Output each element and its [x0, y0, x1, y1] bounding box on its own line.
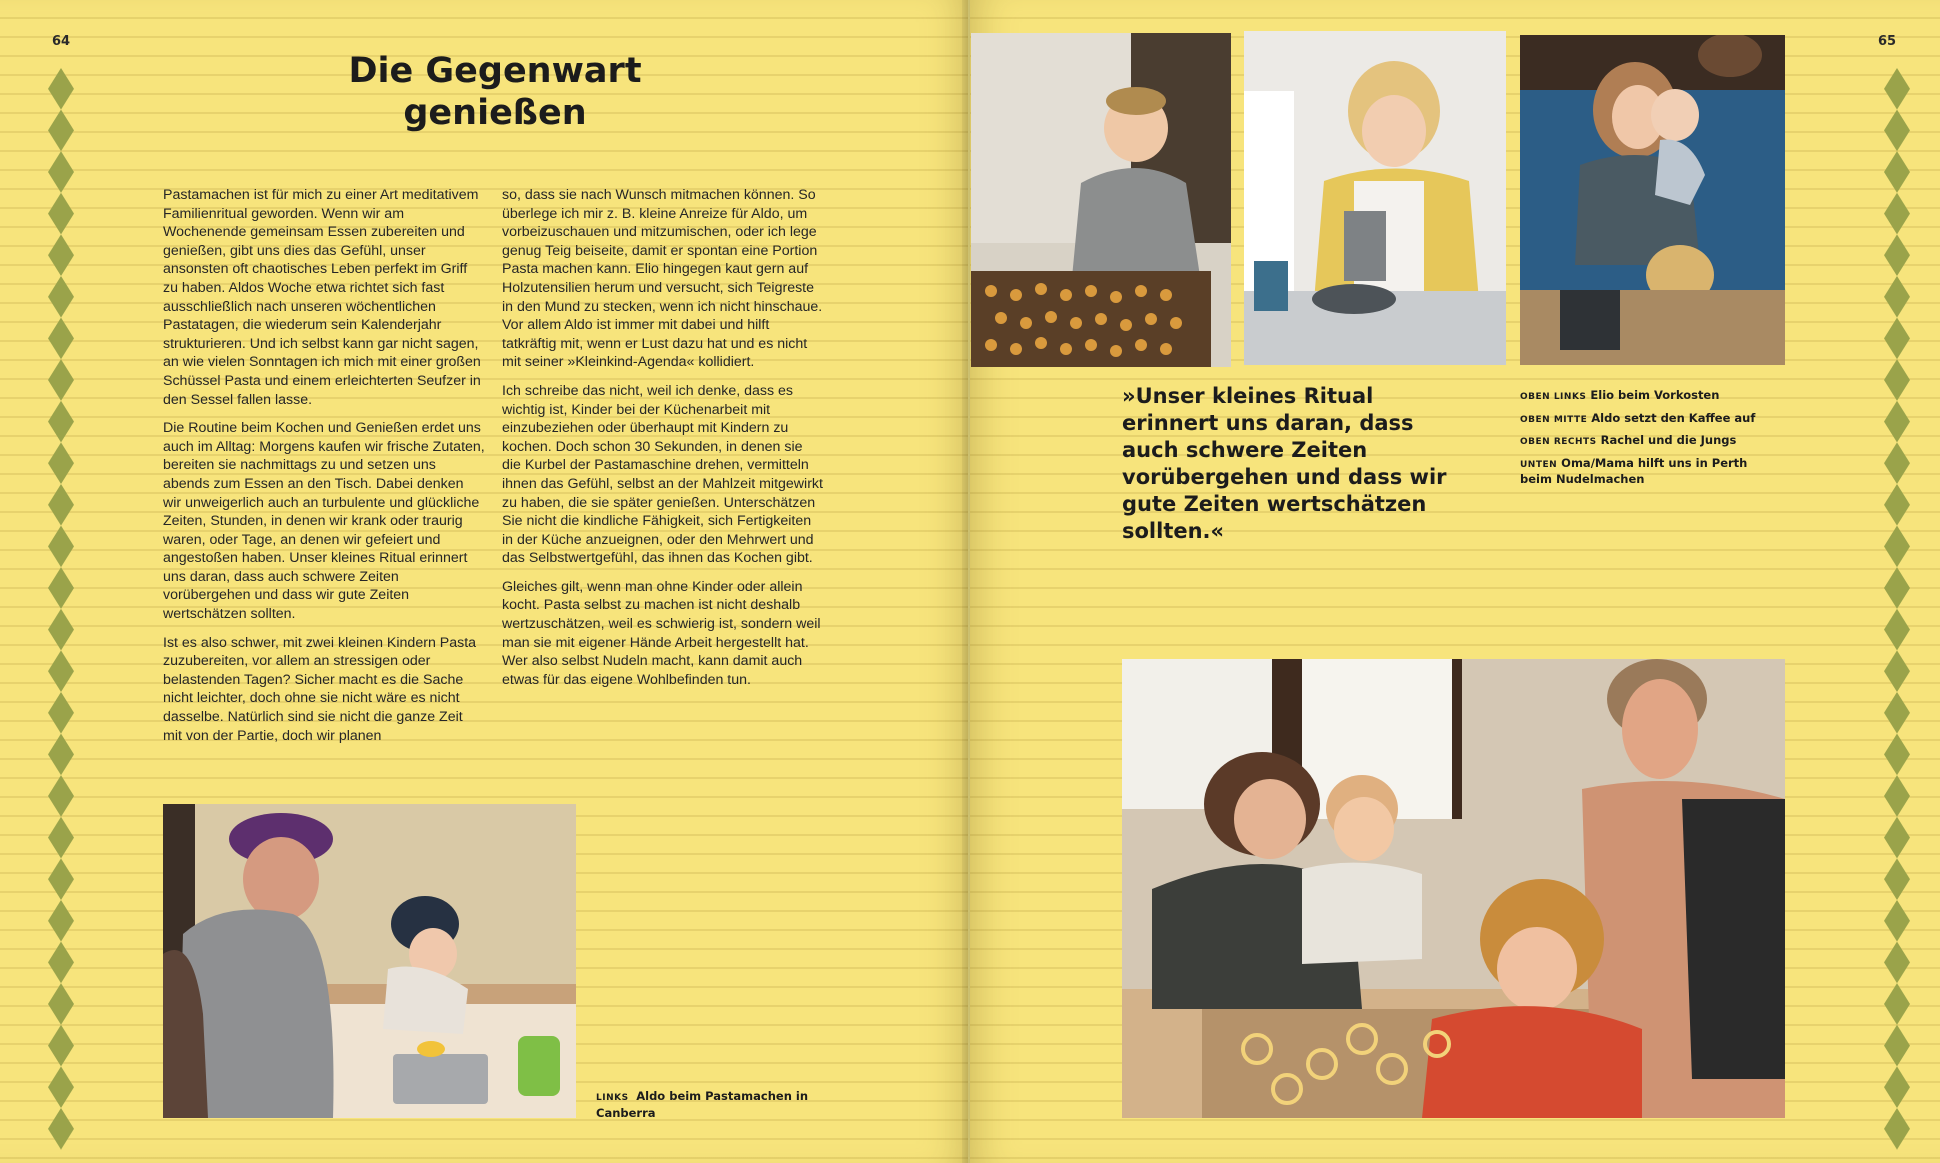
text-column-1 [163, 186, 485, 755]
paragraph: Ich schreibe das nicht, weil ich denke, dass es wichtig ist, Kinder bei der Küchenarbeit mit einzubeziehen oder überhaupt mit Kindern zu kochen. Doch schon 30 Sekunden, in denen sie die Kurbel der Pastamaschine drehen, vermitteln ihnen das Gefühl, selbst an der Mahlzeit mitgewirkt zu haben, die sie später genießen. Unterschätzen Sie nicht die kindliche Fähigkeit, sich Fertigkeiten in der Küche anzueignen, oder den Mehrwert und das Selbstwertgefühl, das ihnen das Kochen gibt. [502, 382, 823, 567]
page-number-left: 64 [52, 34, 71, 49]
photo-rachel-boys [1520, 35, 1785, 365]
left-diamond-border [46, 68, 76, 1150]
photo-aldo-coffee [1244, 31, 1506, 365]
paragraph: Gleiches gilt, wenn man ohne Kinder oder allein kocht. Pasta selbst zu machen ist nicht deshalb wertzuschätzen, weil es schwierig ist, sondern weil man sie mit eigener Hände Arbeit hergestellt hat. Wer also selbst Nudeln macht, kann damit auch etwas für das eigene Wohlbefinden tun. [502, 578, 821, 688]
paragraph: so, dass sie nach Wunsch mitmachen können. So überlege ich mir z. B. kleine Anreize für Aldo, um vorbeizuschauen und mitzumischen, oder ich lege genug Teig beiseite, damit er spontan eine Portion Pasta machen kann. Elio hingegen kaut gern auf Holzutensilien herum und versucht, sich Teigreste in den Mund zu stecken, wenn ich nicht hinschaue. Vor allem Aldo ist immer mit dabei und hilft tatkräftig mit, wenn er Lust dazu hat und es nicht mit seiner »Kleinkind-Agenda« kollidiert. [502, 187, 823, 371]
caption-top-right [1520, 433, 1770, 449]
caption-text: Oma/Mama hilft uns in Perth beim Nudelmachen [1520, 455, 1748, 486]
caption-top-middle [1520, 411, 1770, 427]
photo-captions [1520, 388, 1770, 492]
caption-top-left [1520, 388, 1770, 404]
photo-family-pasta [1122, 659, 1785, 1118]
caption-text: Elio beim Vorkosten [1590, 388, 1720, 402]
photo-aldo-pasta [163, 804, 576, 1118]
caption-left-photo [596, 1089, 826, 1121]
title-line-1: Die Gegenwart [348, 51, 642, 91]
right-diamond-border [1882, 68, 1912, 1150]
left-page [0, 0, 968, 1163]
caption-bottom [1520, 456, 1770, 486]
paragraph: Pastamachen ist für mich zu einer Art meditativem Familienritual geworden. Wenn wir am Wochenende gemeinsam Essen zubereiten und genießen, gibt uns dies das Gefühl, unser ansonsten oft chaotisches Leben perfekt im Griff zu haben. Aldos Woche etwa richtet sich fast ausschließlich nach unseren wöchentlichen Pastatagen, die wiederum sein Kalenderjahr strukturieren. Und ich selbst kann gar nicht sagen, an wie vielen Sonntagen ich mich mit einer großen Schüssel Pasta und einem erleichterten Seufzer in den Sessel fallen lasse. [163, 187, 481, 408]
caption-text: Aldo beim Pastamachen in Canberra [596, 1089, 809, 1120]
pull-quote: »Unser kleines Ritual erinnert uns daran, dass auch schwere Zeiten vorübergehen und dass wir gute Zeiten wertschätzen sollten.« [1122, 384, 1447, 543]
page-title [300, 50, 690, 134]
paragraph: Ist es also schwer, mit zwei kleinen Kindern Pasta zuzubereiten, vor allem an stressigen oder belastenden Tagen? Sicher macht es die Sache nicht leichter, doch ohne sie nicht wäre es nicht dasselbe. Natürlich sind sie nicht die ganze Zeit mit von der Partie, doch wir planen [163, 634, 477, 744]
paragraph: Die Routine beim Kochen und Genießen erdet uns auch im Alltag: Morgens kaufen wir frische Zutaten, bereiten sie nachmittags zu und setzen uns abends zum Essen an den Tisch. Dabei denken wir unweigerlich auch an turbulente und glückliche Zeiten, Stunden, in denen wir krank oder traurig waren, oder Tage, an denen wir gefeiert und angestoßen haben. Unser kleines Ritual erinnert uns daran, dass auch schwere Zeiten vorübergehen und dass wir gute Zeiten wertschätzen sollten. [163, 420, 485, 623]
caption-label: OBEN RECHTS [1520, 437, 1597, 447]
text-column-2 [502, 186, 824, 699]
caption-label: UNTEN [1520, 459, 1558, 470]
caption-label: OBEN LINKS [1520, 392, 1587, 402]
caption-label: LINKS [596, 1093, 629, 1103]
caption-label: OBEN MITTE [1520, 414, 1588, 425]
page-number-right: 65 [1878, 34, 1897, 49]
photo-elio-tasting [971, 33, 1231, 367]
caption-text: Rachel und die Jungs [1600, 433, 1737, 447]
title-line-2: genießen [403, 93, 587, 133]
caption-text: Aldo setzt den Kaffee auf [1591, 410, 1756, 425]
